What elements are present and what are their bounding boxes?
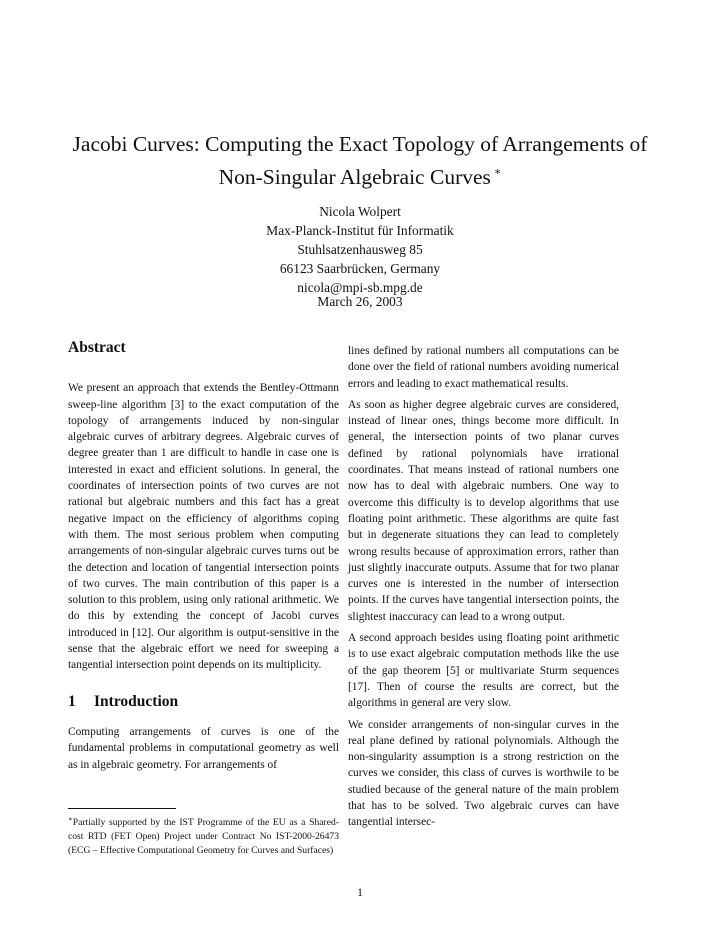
paper-title [0,130,720,191]
left-column [68,340,339,778]
right-paragraph-1: lines defined by rational numbers all computations can be done over the field of rational numbers avoiding numerical errors and leading to exact mathematical results. [348,345,619,390]
paper-date: March 26, 2003 [317,294,403,309]
author-email: nicola@mpi-sb.mpg.de [297,280,423,295]
right-paragraph-2: As soon as higher degree algebraic curves are considered, instead of linear ones, things become more difficult. In general, the intersection points of two planar curves defined by rational polynomials have irrational coordinates. That means instead of rational numbers one now has to deal with algebraic numbers. One way to overcome this difficulty is to develop algorithms that use floating point arithmetic. These algorithms are quite fast but in degenerate situations they can lead to completely wrong results because of approximation errors, rather than just slightly inaccurate outputs. Assume that for two planar curves one is interested in the number of intersection points. If the curves have tangential intersection points, the slightest inaccuracy can lead to a wrong output. [348,398,619,623]
author-city: 66123 Saarbrücken, Germany [279,261,441,276]
section-title: Introduction [94,692,179,710]
abstract-heading: Abstract [68,339,126,356]
page-number: 1 [357,885,363,899]
author-name: Nicola Wolpert [319,204,401,219]
author-block [0,202,720,297]
footnote-text: Partially supported by the IST Programme of the EU as a Shared-cost RTD (FET Open) Project under Contract No IST-2000-26473 (ECG – Effective Computational Geometry for Curves and Surfaces) [68,817,339,856]
section-number: 1 [68,692,76,710]
author-affiliation: Max-Planck-Institut für Informatik [266,223,454,238]
intro-paragraph-1: Computing arrangements of curves is one of the fundamental problems in computational geometry as well as in algebraic geometry. For arrangements of [68,725,339,771]
footnote-mark: ∗ [68,815,73,823]
right-paragraph-3: A second approach besides using floating point arithmetic is to use exact algebraic computation methods like the use of the gap theorem [5] or multivariate Sturm sequences [17]. Then of course the results are correct, but the algorithms in general are very slow. [348,632,619,710]
footnote-rule [68,808,176,809]
right-column [348,343,619,836]
footnote [68,813,339,858]
author-street: Stuhlsatzenhausweg 85 [297,242,423,257]
section-heading [68,694,339,710]
title-line-1: Jacobi Curves: Computing the Exact Topology of Arrangements of [72,132,648,156]
right-paragraph-4: We consider arrangements of non-singular curves in the real plane defined by rational polynomials. Although the non-singularity assumption is a strong restriction on the curves we consider, this class of curves is worthwile to be studied because of the general nature of the main problem that has to be solved. Two algebraic curves can have tangential intersec- [348,718,619,829]
title-footnote-mark: ∗ [493,166,502,178]
abstract-text: We present an approach that extends the Bentley-Ottmann sweep-line algorithm [3] to the exact computation of the topology of arrangements induced by non-singular algebraic curves of arbitrary degrees. Algebraic curves of degree greater than 1 are difficult to handle in case one is interested in exact and efficient solutions. In general, the coordinates of intersection points of two curves are not rational but algebraic numbers and this fact has a great negative impact on the efficiency of algorithms coping with them. The most serious problem when computing arrangements of non-singular algebraic curves turns out be the detection and location of tangential intersection points of two curves. The main contribution of this paper is a solution to this problem, using only rational arithmetic. We do this by extending the concept of Jacobi curves introduced in [12]. Our algorithm is output-sensitive in the sense that the algebraic effort we need for sweeping a tangential intersection point depends on its multiplicity. [68,382,339,672]
title-line-2: Non-Singular Algebraic Curves [218,165,491,189]
